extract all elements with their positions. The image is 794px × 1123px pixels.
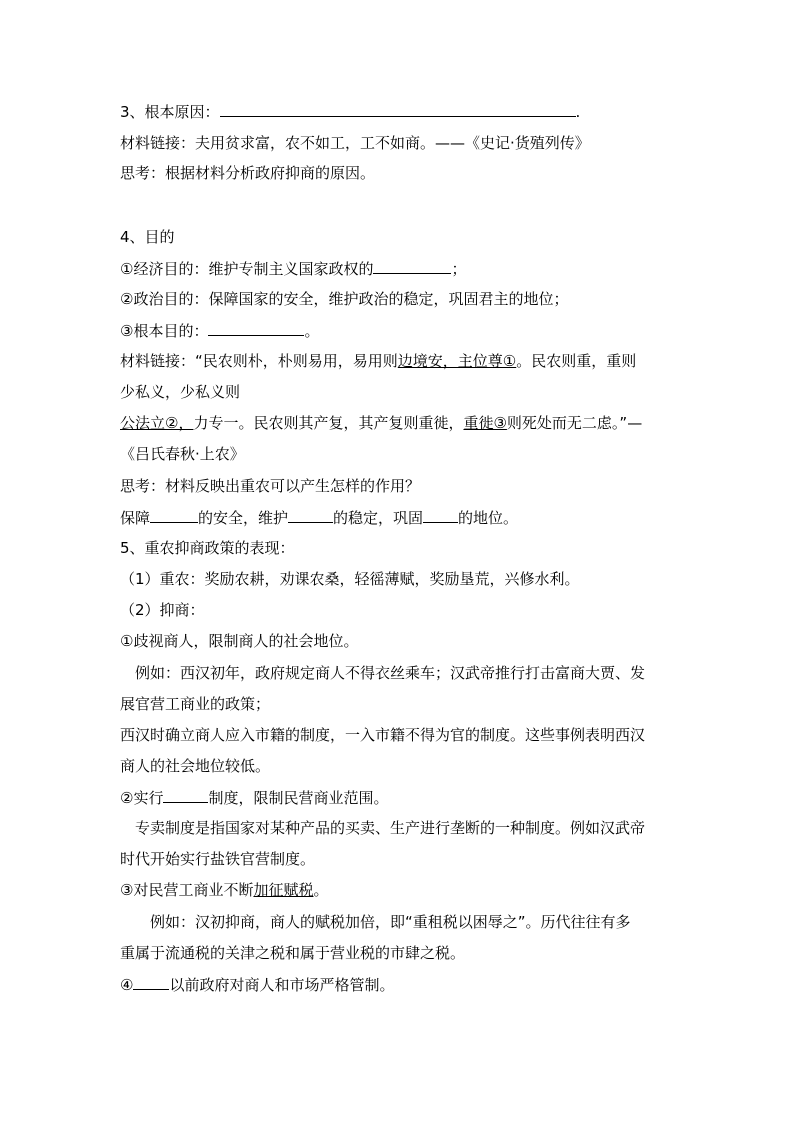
material-link-4-line3: 公法立②，力专一。民农则其产复，其产复则重徙，重徙③则死处而无二虑。”—	[120, 414, 643, 432]
item-1-example-line2: 展官营工商业的政策；	[120, 695, 271, 713]
item-1-example-line4: 商人的社会地位较低。	[120, 757, 271, 775]
answer-4-line: 保障 的安全，维护 的稳定，巩固 的地位。	[120, 509, 519, 527]
fundamental-purpose-line: ③根本目的： 。	[120, 322, 320, 340]
root-cause-label: 3、根本原因：	[120, 103, 220, 121]
item-3-example-line1: 例如：汉初抑商，商人的赋税加倍，即“重租税以困辱之”。历代往往有多	[150, 913, 631, 931]
material-link-4-line2: 少私义，少私义则	[120, 383, 241, 401]
material-link-4-line1: 材料链接：“民农则朴，朴则易用，易用则边境安，主位尊①。民农则重，重则	[120, 352, 637, 370]
item-4-blank[interactable]	[133, 974, 169, 990]
item-1-example-line1: 例如：西汉初年，政府规定商人不得衣丝乘车；汉武帝推行打击富商大贾、发	[135, 664, 646, 682]
section-4-heading: 4、目的	[120, 228, 175, 246]
item-3-line: ③对民营工商业不断加征赋税。	[120, 881, 329, 899]
item-3-example-line2: 重属于流通税的关津之税和属于营业税的市肆之税。	[120, 944, 466, 962]
root-cause-blank[interactable]	[220, 101, 576, 117]
item-1-example-line3: 西汉时确立商人应入市籍的制度，一入市籍不得为官的制度。这些事例表明西汉	[120, 726, 646, 744]
material-link-4-source: 《吕氏春秋·上农》	[120, 445, 245, 463]
material-link-3: 材料链接：夫用贫求富，农不如工，工不如商。——《史记·货殖列传》	[120, 134, 590, 152]
item-2-example-line1: 专卖制度是指国家对某种产品的买卖、生产进行垄断的一种制度。例如汉武帝	[135, 819, 646, 837]
item-4-line: ④ 以前政府对商人和市场严格管制。	[120, 976, 395, 994]
root-cause-line: 3、根本原因： .	[120, 103, 581, 121]
think-3: 思考：根据材料分析政府抑商的原因。	[120, 164, 376, 182]
item-2-blank[interactable]	[163, 787, 208, 803]
economic-purpose-blank[interactable]	[373, 258, 451, 274]
think-4: 思考：材料反映出重农可以产生怎样的作用？	[120, 477, 421, 495]
economic-purpose-line: ①经济目的：维护专制主义国家政权的 ；	[120, 260, 467, 278]
item-1: ①歧视商人，限制商人的社会地位。	[120, 632, 359, 650]
emphasize-agriculture: （1）重农：奖励农耕，劝课农桑，轻徭薄赋，奖励垦荒，兴修水利。	[120, 570, 580, 588]
suppress-commerce-heading: （2）抑商：	[120, 601, 205, 619]
answer-blank-1[interactable]	[150, 507, 198, 523]
answer-blank-3[interactable]	[423, 507, 458, 523]
answer-blank-2[interactable]	[288, 507, 333, 523]
item-2-line: ②实行 制度，限制民营商业范围。	[120, 789, 389, 807]
political-purpose-line: ②政治目的：保障国家的安全，维护政治的稳定，巩固君主的地位；	[120, 290, 569, 308]
section-5-heading: 5、重农抑商政策的表现：	[120, 539, 295, 557]
item-2-example-line2: 时代开始实行盐铁官营制度。	[120, 850, 316, 868]
fundamental-purpose-blank[interactable]	[208, 320, 304, 336]
